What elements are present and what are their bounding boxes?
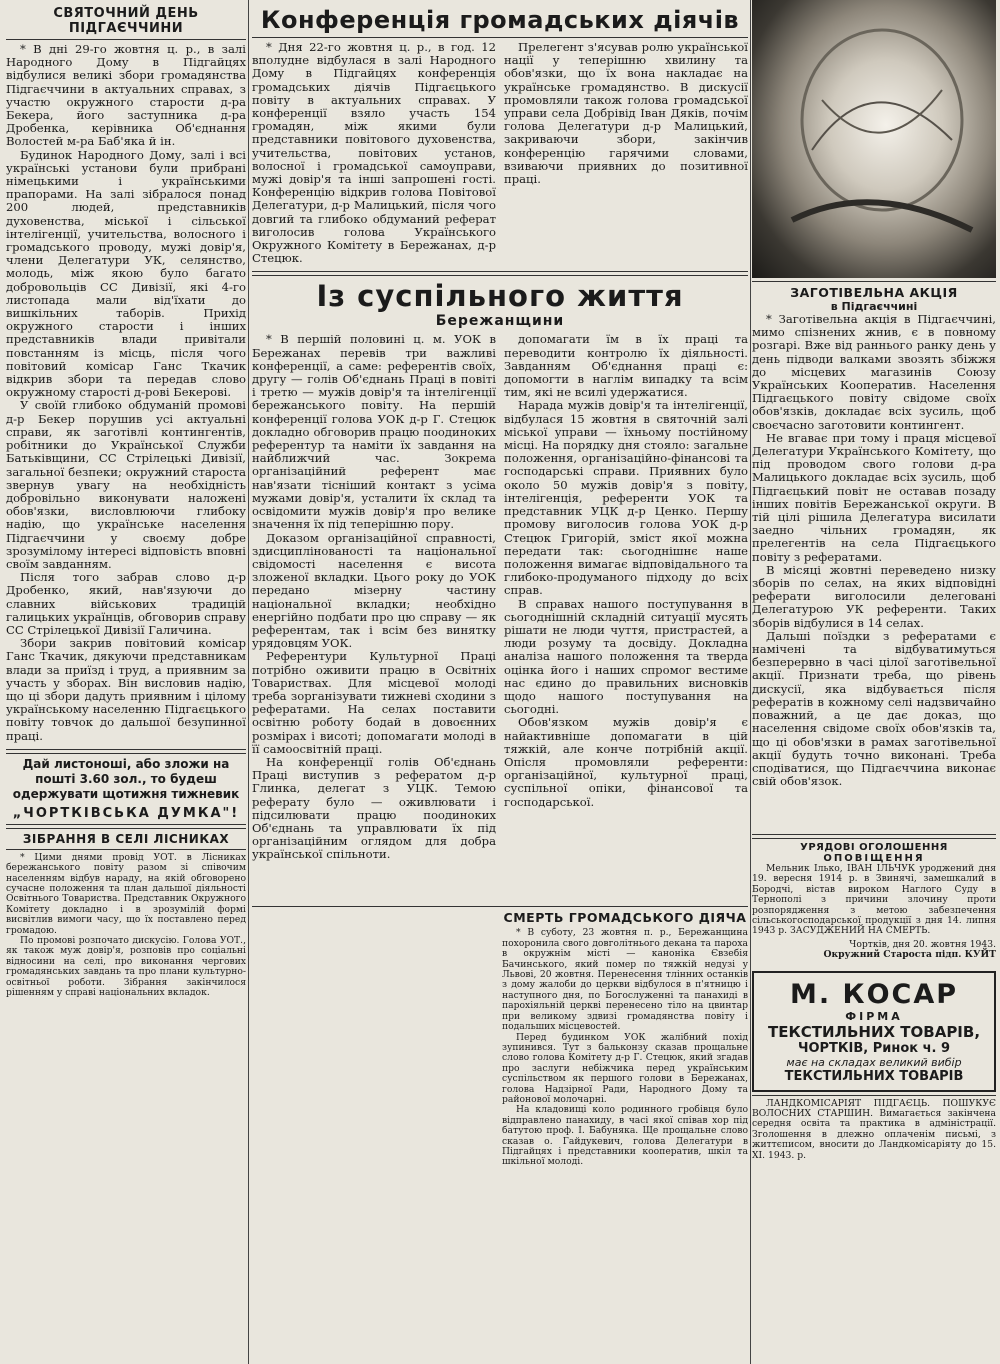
notice-title: ОПОВІЩЕННЯ	[823, 853, 925, 864]
notice-date: Чортків, дня 20. жовтня 1943.	[849, 938, 996, 950]
article-body	[752, 313, 996, 831]
article-title: ЗАГОТІВЕЛЬНА АКЦІЯ	[790, 285, 958, 300]
advertisement-kosar	[752, 971, 996, 1092]
article-subtitle: в Підгаєччині	[830, 300, 918, 313]
ad-line: ТЕКСТИЛЬНИХ ТОВАРІВ	[784, 1068, 964, 1084]
ad-address: ЧОРТКІВ, Ринок ч. 9	[797, 1040, 951, 1056]
article-body	[502, 928, 748, 1167]
paragraph: В місяці жовтні переведено низку зборів по селах, на яких відповідні реферати виголосили делеговані Делегатурою УК референти. Таких зборів відбулися в 14 селах.	[752, 562, 996, 630]
notice-header: УРЯДОВІ ОГОЛОШЕННЯ	[800, 842, 948, 853]
ad-firm: ФІРМА	[845, 1009, 903, 1023]
paragraph: Прелегент з'ясував ролю української нації у теперішню хвилину та обов'язки, що їх вона накладає на українське громадянство. В дискусії промовляли також голова громадської управи села Добрівід Іван Дяків, почім голова Делегатури д-р Малицький, закриваючи збори, закінчив конференцію гарячими словами, взиваючи приявних до позитивної праці.	[504, 41, 748, 187]
paragraph: * Заготівельна акція в Підгаєччині, мимо спізнених жнив, є в повному розгарі. Вже від раннього ранку день у день підводи валками звозять збіжжя до місцевих магазинів Союзу Українських Кооператив. Населення Підгаєцького повіту свідоме своїх обов'язків, докладає всіх зусиль, щоб своєчасно заготовити контингент.	[752, 313, 996, 432]
footer-advertisement	[752, 1099, 996, 1161]
column-right	[752, 0, 996, 1364]
column-rule	[248, 0, 249, 1364]
article-title: СМЕРТЬ ГРОМАДСЬКОГО ДІЯЧА	[503, 910, 747, 926]
paragraph: Референтури Культурної Праці потрібно оживити працю в Освітніх Товариствах. Для місцевої молоді треба зорганізувати тижневі сходини з рефератами. На селах поставити освітню роботу бодай в довоєнних розмірах і висоті; допомагати молоді в її самоосвітній праці.	[252, 649, 496, 756]
headline: Із суспільного життя	[316, 279, 684, 314]
headline: Конференція громадських діячів	[260, 6, 740, 34]
paragraph: На конференції голів Об'єднань Праці виступив з рефератом д-р Глинка, делегат з УЦК. Темою реферату було — оживлювати і підсилювати працю поодиноких Об'єднань та управлювати їх під організаційним оглядом для добра української спільноти.	[252, 754, 496, 862]
article-body	[6, 853, 246, 999]
article-body	[252, 333, 748, 903]
paragraph: Дальші поїздки з рефератами є намічені та відбуватимуться безперервно в часі цілої заготівельної акції. Признати треба, що рівень дискусії, яка відбувається після рефератів в кожному селі надзвичайно поважний, а це дає доказ, що населення свідоме своїх обов'язків та, що ці обов'язки в рамах заготівельної акції будуть точно виконані. Треба сподіватися, що Підгаєччина виконає свій обов'язок.	[752, 628, 996, 789]
notice-body	[752, 864, 996, 961]
notice-signature: Окружний Староста підп. КУЙТ	[823, 949, 996, 961]
cabbage-icon	[752, 0, 996, 278]
column-left	[6, 0, 246, 1364]
paragraph: Обов'язком мужів довір'я є найактивніше допомагати в цій тяжкій, але конче потрібній акції. Опісля промовляли референти: організаційної, культурної праці, суспільної опіки, фінансової та господарської.	[504, 715, 748, 809]
cabbage-photo	[752, 0, 996, 278]
paragraph: Після того забрав слово д-р Дробенко, який, нав'язуючи до славних військових традицій галицьких українців, обговорив справу СС Стрілецької Дивізії Галичина.	[6, 570, 246, 637]
subscription-text: Дай листоноші, або зложи на пошті 3.60 зол., то будеш одержувати щотижня тижневик	[12, 756, 240, 801]
paragraph: Перед будинком УОК жалібний похід зупинився. Тут з бальконзу сказав прощальне слово голова Комітету д-р Г. Стецюк, який згадав про заслуги небіжчика перед українським суспільством як першого голови в Бережанах, голова Надзірної Ради, Народного Дому та районової молочарні.	[502, 1031, 748, 1105]
paragraph: Доказом організаційної справності, здисциплінованості та національної свідомості населення є висота зложеної вкладки. Цього року до УОК передано мізерну частину національної вкладки; необхідно енергійно подбати про цю справу — як референтам, так і всім без винятку урядовцям УОК.	[252, 530, 496, 651]
paragraph: * В дні 29-го жовтня ц. р., в залі Народного Дому в Підгайцях відбулися великі збори громадянства Підгаєччини в актуальних справах, з участю окружного старости д-ра Бекера, його заступника д-ра Дробенка, керівника Об'єднання Волостей м-ра Баб'яка й ін.	[6, 42, 246, 149]
subscription-notice	[6, 757, 246, 821]
paragraph: Мельник Ілько, ІВАН ІЛЬЧУК уроджений дня 19. вересня 1914 р. в Звинячі, замешкалий в Бородчі, вістав вироком Наглого Суду в Тернополі з причини злочину проти розпорядження з метою забезпечення сільськогосподарської продукції з дня 14. липня 1943 р. ЗАСУДЖЕНИЙ НА СМЕРТЬ.	[752, 863, 996, 937]
paragraph: В справах нашого поступування в сьогоднішній складній ситуації мусять рішати не люди чуття, пристрастей, а люди розуму та досвіду. Докладна аналіза нашого положення та тверда оцінка його і наших спромог вестиме нас єдино до правильних висновків щодо нашого поступування на сьогодні.	[504, 596, 748, 717]
ad-line: ТЕКСТИЛЬНИХ ТОВАРІВ,	[767, 1022, 981, 1041]
paragraph: На кладовищі коло родинного гробівця було відправлено панахиду, в часі якої співав хор під батутою проф. І. Бабуняка. Ще прощальне слово сказав о. Гайдукевич, голова Делегатури в Підгайцях і представники кооператив, шкіл та шкільної молоді.	[502, 1104, 748, 1168]
article-title: ЗІБРАННЯ В СЕЛІ ЛІСНИКАХ	[22, 831, 230, 846]
paragraph: Не вгаває при тому і праця місцевої Делегатури Українського Комітету, що під проводом свого голови д-ра Малицького докладає всіх зусиль, щоб Підгаєцький повіт не оставав позаду інших повітів Бережанської округи. В тій цілі рішила Делегатура висилати заедно чільних громадян, як прелегентів на села Підгаєцького повіту з рефератами.	[752, 430, 996, 564]
subheadline: Бережанщини	[435, 313, 565, 330]
paragraph: Збори закрив повітовий комісар Ганс Ткачик, дякуючи представникам влади за приїзд і труд, а приявним за участь у зборах. Він висловив надію, що ці збори дадуть приявним і цілому українському населенню Підгаєцького повіту товчок до дальшої безупинної праці.	[6, 636, 246, 743]
paragraph: Нарада мужів довір'я та інтелігенції, відбулася 15 жовтня в святочній залі міської управи — їхньому постійному місці. На порядку дня стояло: загальне положення, організаційно-фінансові та господарські справи. Приявних було около 50 мужів довір'я з повіту, інтелігенція, референти УОК та представник УЦК д-р Ценко. Першу промову виголосив голова УОК д-р Стецюк Григорій, зміст якої можна передати так: сьогоднішнє наше положення вимагає відповідального та глибоко-продуманого підходу до всіх справ.	[504, 398, 748, 598]
paragraph: * В суботу, 23 жовтня п. р., Бережанщина похоронила свого довголітнього декана та пароха в окружнім місті — каноніка Євзебія Бачинського, який помер по тяжкій недузі у Львові, 20 жовтня. Перенесення тлінних останків з дому жалоби до церкви відбулося в п'ятницю і наступного дня, по Богослуженні та панахиді в парохіяльній церкві перенесено тіло на цвинтар при великому здвизі громадянства повіту і подальших місцевостей.	[502, 927, 748, 1033]
paragraph: * Дня 22-го жовтня ц. р., в год. 12 вполудне відбулася в залі Народного Дому в Підгайцях конференція громадських діячів Підгаєцького повіту в актуальних справах. У конференції взяло участь 154 громадян, між якими були представники повітового духовенства, учительства, повітових установ, волосної і громадської самоуправи, мужі довір'я та інші запрошені гості. Конференцію відкрив голова Повітової Делегатури, д-р Малицький, після чого довгий та глибоко обдуманий реферат виголосив голова Українського Окружного Комітету в Бережанах, д-р Стецюк.	[252, 41, 496, 266]
article-title: СВЯТОЧНИЙ ДЕНЬ ПІДГАЄЧЧИНИ	[53, 6, 199, 36]
article-body	[6, 43, 246, 743]
paragraph: У своїй глибоко обдуманій промові д-р Бекер порушив усі актуальні справи, як заготівлі контингентів, робітники до Української Служби Батьківщини, СС Стрілецькі Дивізії, загальної безпеки; окружний староста звернув увагу на необхідність добровільно виконувати наложені обов'язки, висловлюючи глибоку надію, що українське населення Підгаєччини у своєму добре зрозумілому інтересі відповість вповні своїм завданням.	[6, 398, 246, 571]
ad-line: має на складах великий вибір	[786, 1055, 962, 1069]
ad-name: М. КОСАР	[789, 978, 959, 1010]
article-body	[252, 41, 748, 265]
paragraph: ЛАНДКОМІСАРІЯТ ПІДГАЄЦЬ. ПОШУКУЄ ВОЛОСНИХ СТАРШИН. Вимагається закінчена середня освіта та практика в адміністрації. Зголошення в длежно оплаченім письмі, з життєписом, вносити до Ландкомісаріяту до 15. XI. 1943. р.	[752, 1097, 996, 1161]
paragraph: По промові розпочато дискусію. Голова УОТ., як також муж довір'я, розповів про соціальні відносини на селі, про виконання чергових громадянських завдань та про плани культурно-освітньої роботи. Зібрання закінчилося рішенням у справі національних вкладок.	[6, 935, 246, 999]
newspaper-name: „ЧОРТКІВСЬКА ДУМКА"!	[12, 805, 240, 821]
column-center	[252, 0, 748, 1364]
paragraph: Будинок Народного Дому, залі і всі українські установи були прибрані німецькими і українськими прапорами. На залі зібралося понад 200 людей, представників духовенства, міської і сільської інтелігенції, учительства, волосного і громадського проводу, мужі довір'я, члени Делегатури УК, селянство, молодь, між якою було багато добровольців СС Дивізії, які 4-го листопада мали від'їхати до вишкільних таборів. Прихід окружного старости і інших представників влади привітали повстанням із місць, після чого повітовий комісар Ганс Ткачик відкрив збори та передав слово окружному старості д-рові Бекерові.	[6, 147, 246, 400]
column-rule	[750, 0, 751, 1364]
paragraph: * Цими днями провід УОТ. в Лісниках бережанського повіту разом зі співочим населенням відбув нараду, на якій обговорено сучасне положення та план дальшої діяльності Освітнього Товариства. Представник Окружного Комітету докладно і в зрозумілій формі висвітлив вимоги часу, що їх поставлено перед громадою.	[6, 851, 246, 936]
paragraph: * В першій половині ц. м. УОК в Бережанах перевів три важливі конференції, а саме: референтів своїх, другу — голів Об'єднань Праці в повіті і третю — мужів довір'я та інтелігенції бережанського повіту. На першій конференції голова УОК д-р Г. Стецюк докладно обговорив працю поодиноких референтур та наміти їх завдання на найближчий час. Зокрема організаційний референт має нав'язати тісніший контакт з усіма мужами довір'я, усталити їх склад та освідомити мужів довір'я про велике значення їх під теперішню пору.	[252, 333, 496, 532]
paragraph: допомагати їм в їх праці та переводити контролю їх діяльності. Завданням Об'єднання праці є: допомогти в наглім випадку та всім тим, які не всилі удержатися.	[504, 333, 748, 400]
